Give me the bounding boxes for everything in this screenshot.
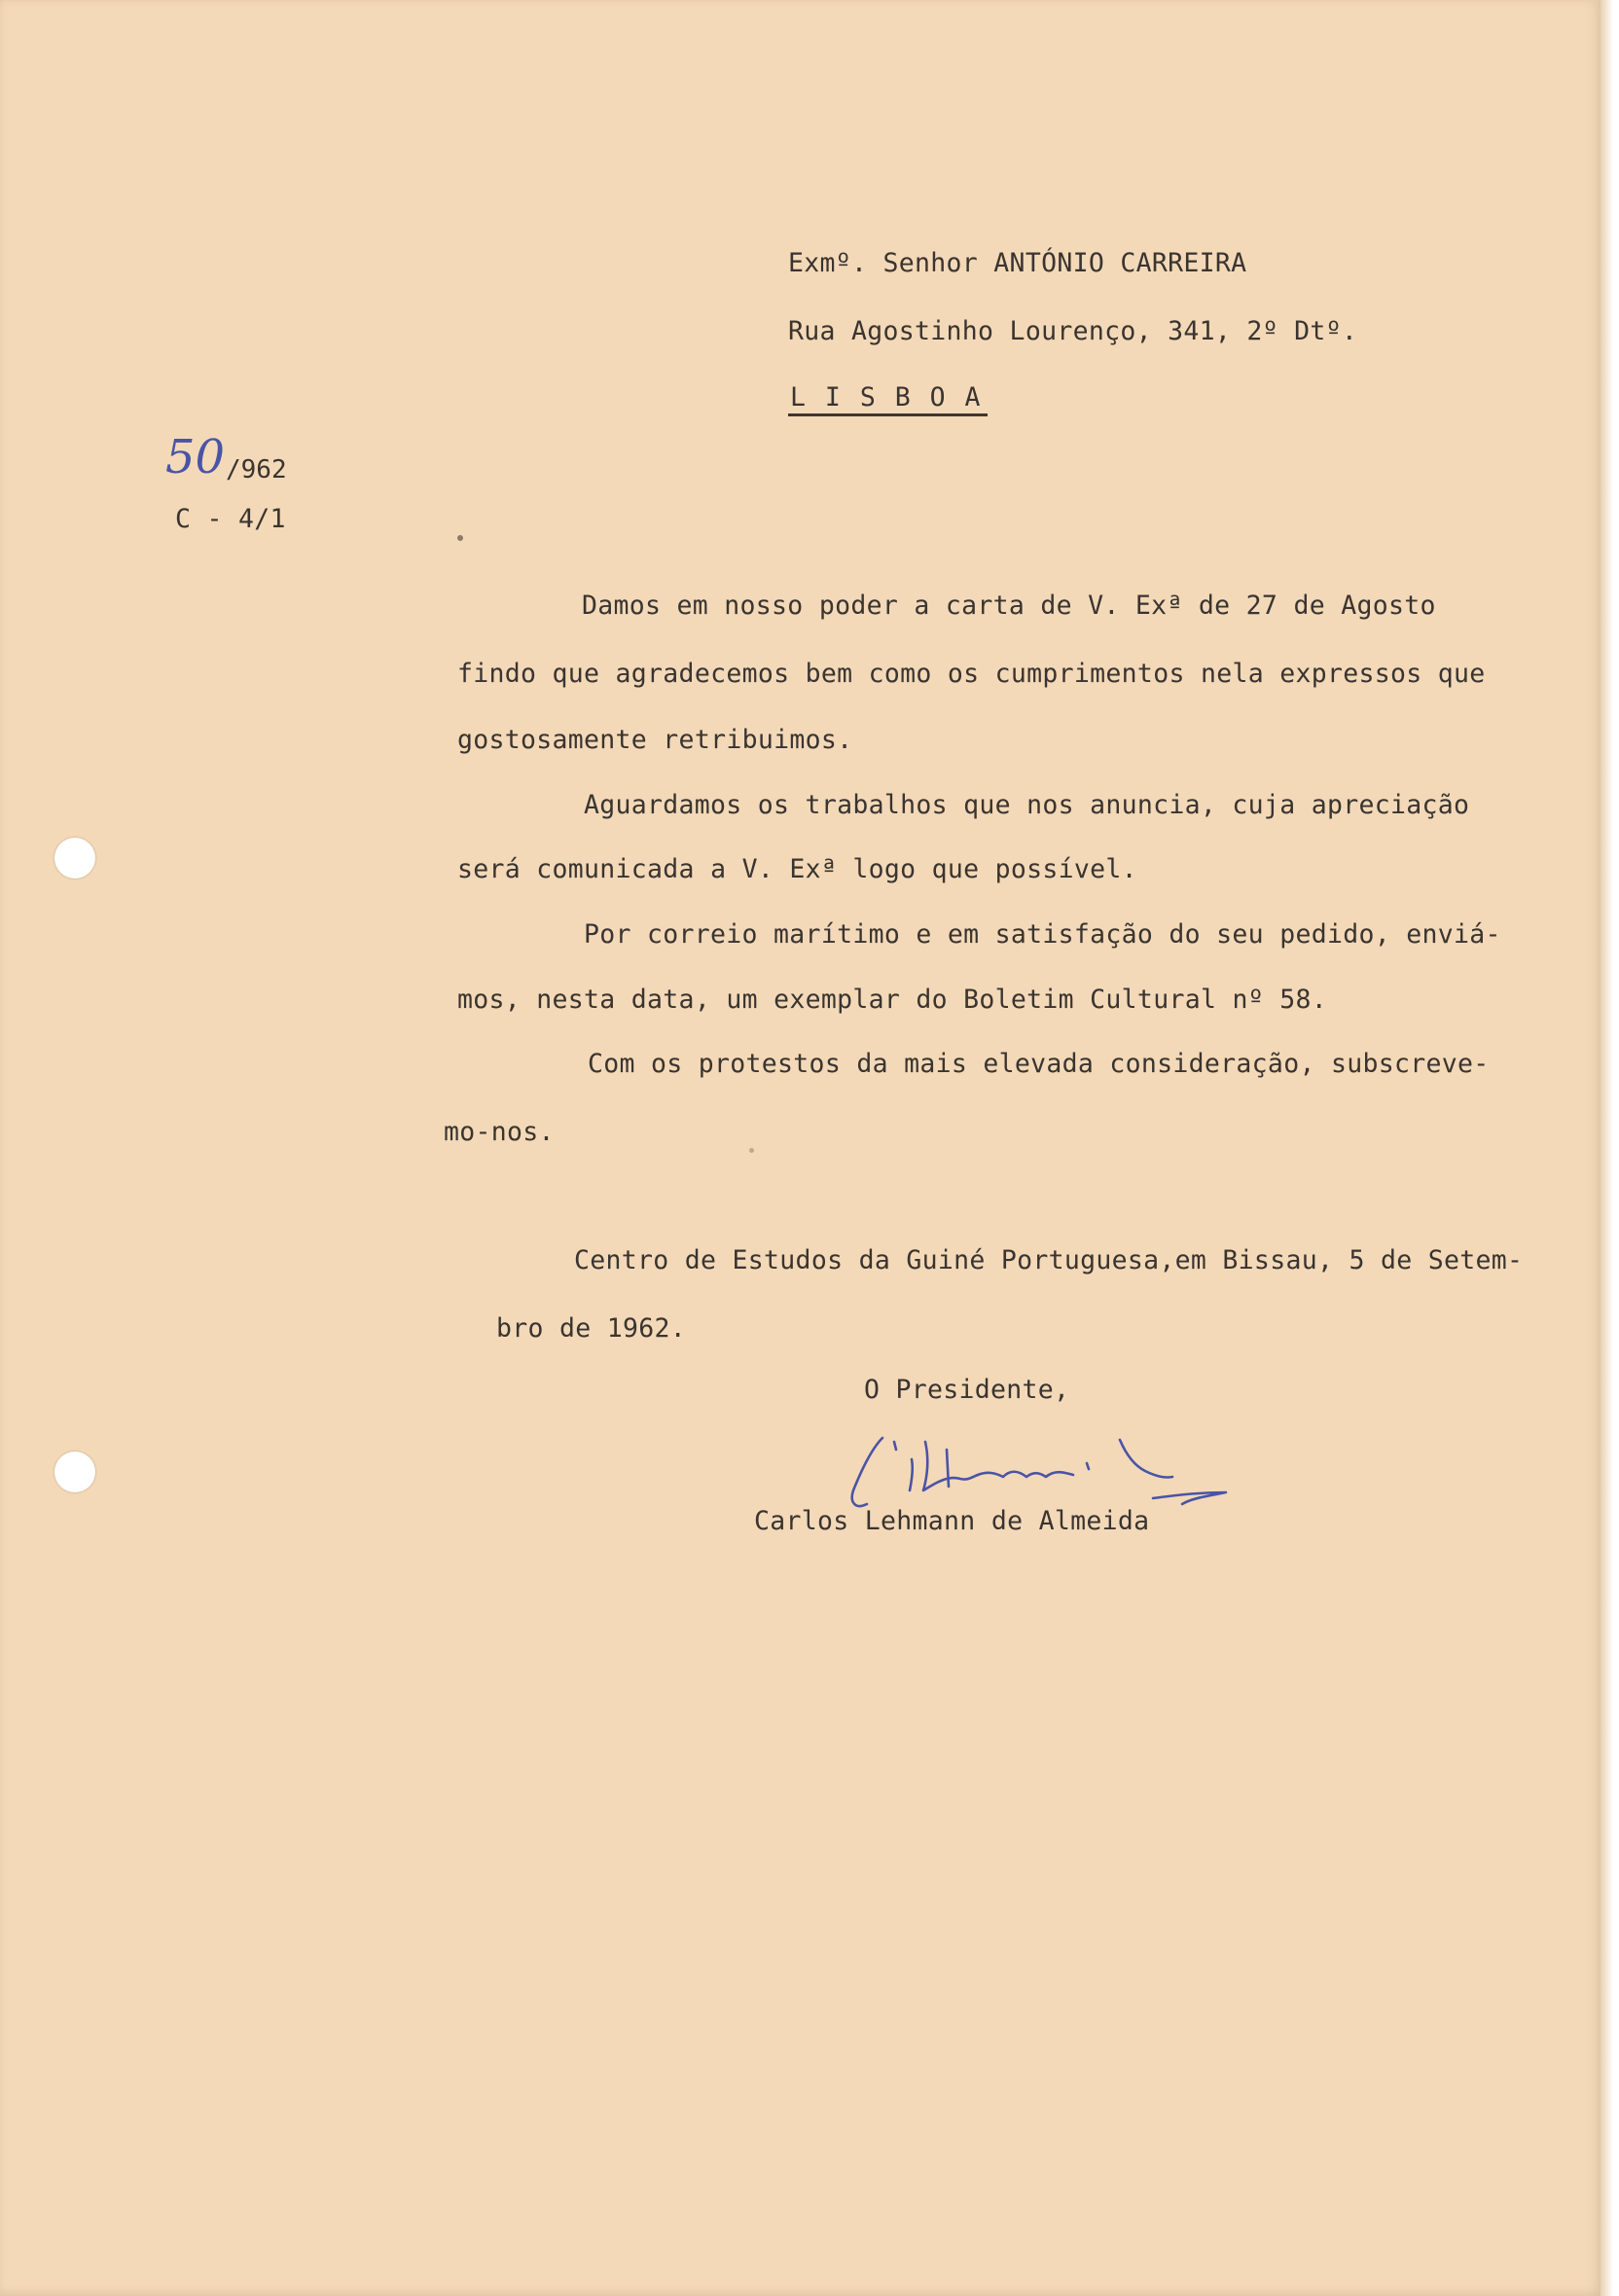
punch-hole-bottom (54, 1452, 95, 1492)
body-line: Por correio marítimo e em satisfação do seu pedido, enviá- (584, 919, 1501, 950)
place-date-line-2: bro de 1962. (496, 1313, 687, 1344)
reference-year: /962 (226, 455, 287, 484)
place-date-line-1: Centro de Estudos da Guiné Portuguesa,em Bissau, 5 de Setem- (574, 1245, 1524, 1275)
body-line: será comunicada a V. Exª logo que possível. (457, 854, 1137, 884)
signatory-name: Carlos Lehmann de Almeida (754, 1506, 1150, 1536)
paper-speck (749, 1148, 754, 1153)
recipient-line-1: Exmº. Senhor ANTÓNIO CARREIRA (788, 248, 1247, 278)
punch-hole-top (54, 838, 95, 879)
body-line: gostosamente retribuimos. (457, 725, 853, 755)
recipient-city: L I S B O A (790, 382, 983, 413)
reference-code: C - 4/1 (175, 504, 286, 534)
body-line: Damos em nosso poder a carta de V. Exª de 27 de Agosto (582, 591, 1436, 621)
recipient-line-2: Rua Agostinho Lourenço, 341, 2º Dtº. (788, 316, 1358, 346)
body-line: mos, nesta data, um exemplar do Boletim Cultural nº 58. (457, 985, 1327, 1015)
body-line: mo-nos. (444, 1117, 555, 1147)
signatory-title: O Presidente, (864, 1375, 1070, 1405)
paper-speck (457, 535, 463, 541)
body-line: findo que agradecemos bem como os cumprimentos nela expressos que (457, 659, 1486, 689)
reference-handwritten-number: 50 (165, 430, 226, 484)
recipient-city-underline (788, 413, 988, 416)
body-line: Com os protestos da mais elevada consideração, subscreve- (588, 1049, 1490, 1079)
body-line: Aguardamos os trabalhos que nos anuncia, cuja apreciação (584, 790, 1470, 820)
scan-edge (1601, 0, 1619, 2296)
